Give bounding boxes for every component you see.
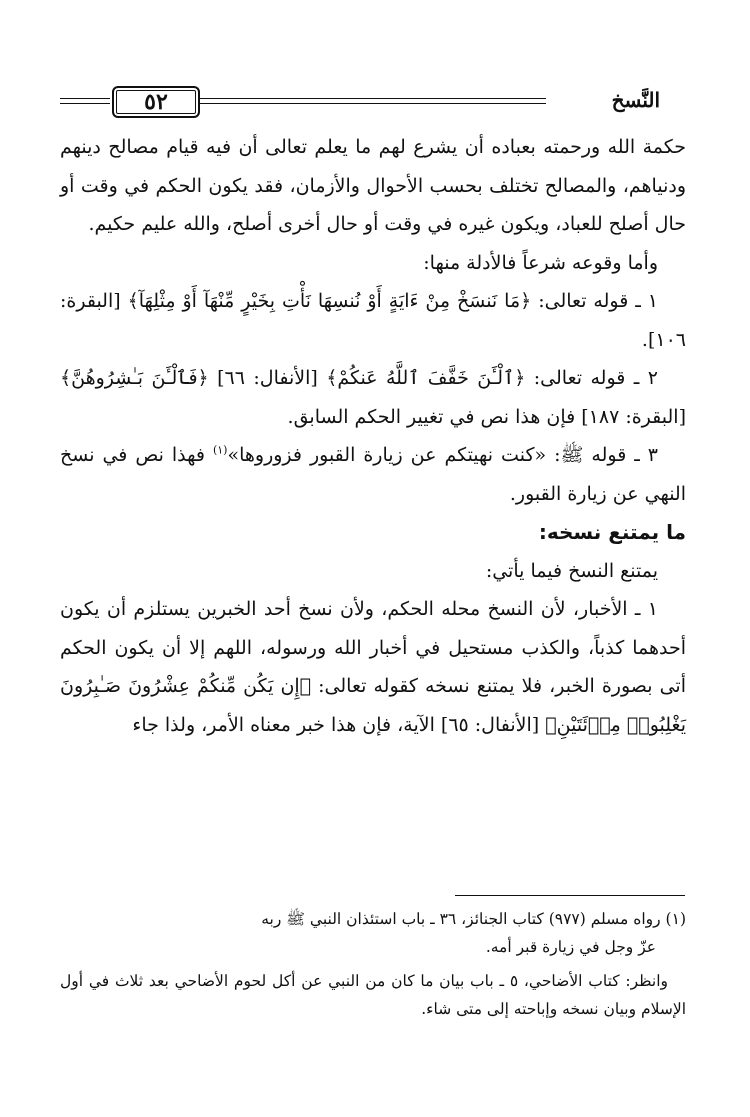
paragraph-list-intro: يمتنع النسخ فيما يأتي: (485, 559, 658, 582)
quran-verse: ﴿إِن يَكُن مِّنكُمْ عِشْرُونَ صَـٰبِرُونَ يَغْلِبُوا۟ مِا۟ئَتَيْنِ﴾ (60, 675, 686, 736)
quran-verse: ﴿مَا نَنسَخْ مِنْ ءَايَةٍ أَوْ نُنسِهَا نَأْتِ بِخَيْرٍ مِّنْهَآ أَوْ مِثْلِهَآ﴾ (127, 290, 532, 312)
evidence-item-2 (60, 359, 686, 436)
section-heading: ما يمتنع نسخه: (538, 520, 686, 544)
evidence-3-comment: فهذا نص في نسخ النهي عن زيارة القبور. (60, 444, 686, 505)
paragraph-evidence-intro: وأما وقوعه شرعاً فالأدلة منها: (423, 251, 658, 274)
evidence-item-3 (60, 436, 686, 513)
akhbar-text: ١ ـ الأخبار، لأن النسخ محله الحكم، ولأن نسخ أحد الخبرين يستلزم أن يكون أحدهما كذباً، والكذب مستحيل في أخبار الله ورسوله، اللهم إلا أن يكون الحكم أتى بصورة الخبر، فلا يمتنع نسخه كقوله تعالى: (60, 598, 686, 697)
evidence-1-prefix: ١ ـ قوله تعالى: (531, 290, 658, 312)
footnote-2: وانظر: كتاب الأضاحي، ٥ ـ باب بيان ما كان من النبي عن أكل لحوم الأضاحي بعد ثلاث في أول الإسلام وبيان نسخه وإباحته إلى متى شاء. (60, 972, 686, 1018)
footnote-1-line-1: (١) رواه مسلم (٩٧٧) كتاب الجنائز، ٣٦ ـ باب استئذان النبي ﷺ ربه (261, 910, 686, 928)
header-rule-right (198, 98, 546, 104)
footnotes (60, 905, 686, 1023)
paragraph-intro: حكمة الله ورحمته بعباده أن يشرع لهم ما يعلم تعالى أن فيه قيام مصالح دينهم ودنياهم، والمصالح تختلف بحسب الأحوال والأزمان، فقد يكون الحكم في وقت أو حال أصلح للعباد، ويكون غيره في وقت أو حال أخرى أصلح، والله عليم حكيم. (60, 136, 686, 235)
header-rule-left (60, 98, 110, 104)
footnote-1-line-2: عزّ وجل في زيارة قبر أمه. (485, 938, 656, 956)
main-text (60, 128, 686, 744)
page-header (60, 80, 660, 120)
verse-reference-and-comment: [البقرة: ١٨٧] فإن هذا نص في تغيير الحكم السابق. (287, 405, 686, 428)
evidence-3-prefix: ٣ ـ قوله ﷺ: (546, 444, 658, 466)
footnote-divider (455, 895, 685, 896)
verse-reference: [البقرة: ١٠٦]. (60, 290, 686, 351)
page-number: ٥٢ (112, 86, 200, 118)
quran-verse: ﴿فَٱلْـَٔنَ بَـٰشِرُوهُنَّ﴾ (60, 367, 209, 389)
quran-verse: ﴿ٱلْـَٔنَ خَفَّفَ ٱللَّهُ عَنكُمْ﴾ (326, 367, 526, 389)
evidence-item-1 (60, 282, 686, 359)
chapter-title: النَّسخ (611, 88, 660, 112)
paragraph-akhbar (60, 590, 686, 744)
footnote-marker: (١) (212, 443, 228, 457)
verse-reference: [الأنفال: ٦٦] (208, 367, 327, 389)
akhbar-text-continued: [الأنفال: ٦٥] الآية، فإن هذا خبر معناه الأمر، ولذا جاء (132, 713, 546, 736)
hadith-quote: «كنت نهيتكم عن زيارة القبور فزوروها» (227, 444, 547, 466)
evidence-2-prefix: ٢ ـ قوله تعالى: (525, 367, 658, 389)
